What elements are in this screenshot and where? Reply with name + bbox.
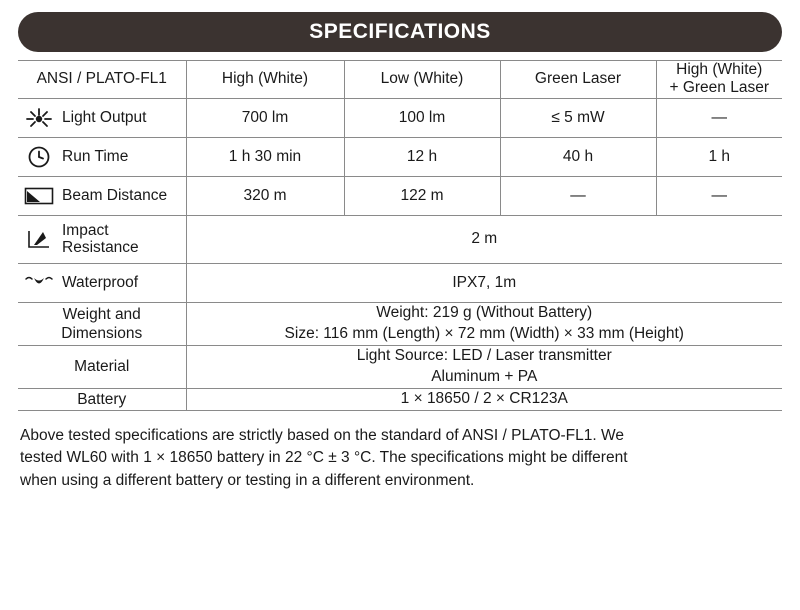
cell-material-value [186,346,782,389]
row-label-battery: Battery [18,388,186,410]
table-row [18,176,782,215]
impact-label-line2: Resistance [62,239,139,257]
cell-light-output-green: ≤ 5 mW [500,98,656,137]
light-output-icon [22,105,56,131]
footer-note-line3: when using a different battery or testing in a different environment. [20,471,475,489]
row-label-run-time [18,137,186,176]
cell-run-time-green: 40 h [500,137,656,176]
footer-note-line2: tested WL60 with 1 × 18650 battery in 22 °C ± 3 °C. The specifications might be different [20,449,628,467]
header-col-high-white-green-laser [656,61,782,99]
footer-note [18,425,782,492]
beam-distance-icon [22,183,56,209]
table-row [18,264,782,303]
header-col4-line2: + Green Laser [669,79,770,97]
weight-value-line1: Weight: 219 g (Without Battery) [376,304,593,322]
specifications-table [18,60,782,411]
cell-beam-distance-low: 122 m [344,176,500,215]
row-label-beam-distance [18,176,186,215]
material-value-line1: Light Source: LED / Laser transmitter [356,347,612,365]
header-col-high-white: High (White) [186,61,344,99]
header-col4-line1: High (White) [676,61,763,78]
cell-beam-distance-high: 320 m [186,176,344,215]
cell-impact-resistance-value: 2 m [186,215,782,264]
row-label-text: Run Time [62,147,129,165]
weight-label-line2: Dimensions [61,325,143,343]
row-label-material: Material [18,346,186,389]
cell-run-time-high: 1 h 30 min [186,137,344,176]
clock-icon [22,144,56,170]
cell-beam-distance-combo: — [656,176,782,215]
row-label-light-output [18,98,186,137]
row-label-weight-dimensions [18,303,186,346]
table-row [18,303,782,346]
header-col-green-laser: Green Laser [500,61,656,99]
weight-label-line1: Weight and [62,305,141,323]
cell-light-output-low: 100 lm [344,98,500,137]
header-col-low-white: Low (White) [344,61,500,99]
table-row [18,98,782,137]
cell-beam-distance-green: — [500,176,656,215]
waterproof-icon [22,270,56,296]
specifications-page [0,12,800,610]
row-label-text: Beam Distance [62,186,168,204]
cell-light-output-combo: — [656,98,782,137]
weight-value-line2: Size: 116 mm (Length) × 72 mm (Width) × 33 mm (Height) [284,325,684,343]
footer-note-line1: Above tested specifications are strictly based on the standard of ANSI / PLATO-FL1. We [20,426,624,444]
row-label-text: Light Output [62,108,147,126]
cell-waterproof-value: IPX7, 1m [186,264,782,303]
row-label-waterproof [18,264,186,303]
row-label-text: Waterproof [62,274,139,292]
material-value-line2: Aluminum + PA [431,367,538,385]
impact-label-line1: Impact [62,221,109,239]
cell-run-time-combo: 1 h [656,137,782,176]
table-row [18,215,782,264]
table-row [18,346,782,389]
table-row [18,388,782,410]
specifications-banner [18,12,782,52]
cell-light-output-high: 700 lm [186,98,344,137]
cell-weight-dimensions-value [186,303,782,346]
cell-battery-value: 1 × 18650 / 2 × CR123A [186,388,782,410]
table-row [18,137,782,176]
header-standard-label: ANSI / PLATO-FL1 [18,61,186,99]
row-label-impact-resistance [18,215,186,264]
impact-resistance-icon [22,226,56,252]
cell-run-time-low: 12 h [344,137,500,176]
page-title: SPECIFICATIONS [309,20,491,43]
row-label-text [62,222,139,258]
table-header-row [18,61,782,99]
